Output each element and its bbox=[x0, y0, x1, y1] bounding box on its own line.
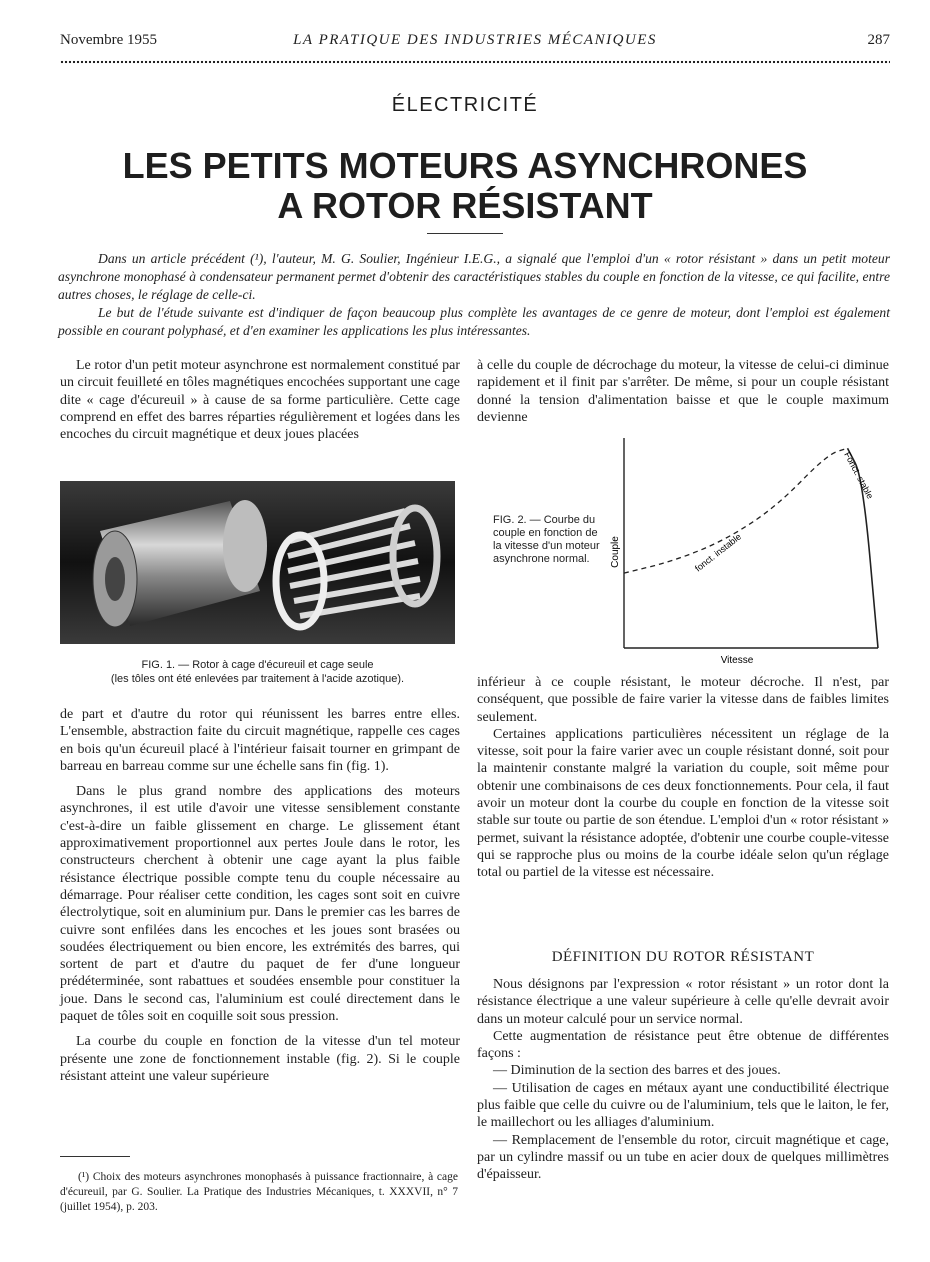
intro-abstract bbox=[58, 250, 890, 340]
article-title bbox=[0, 146, 930, 226]
y-axis-label: Couple bbox=[610, 536, 621, 568]
footnote-text: (¹) Choix des moteurs asynchrones monophasés à puissance fractionnaire, à cage d'écureuil, par G. Soulier. La Pratique des Industries Mécaniques, t. XXXVII, n° 7 (juillet 1954), p. 203. bbox=[60, 1171, 458, 1213]
x-axis-label: Vitesse bbox=[720, 655, 754, 666]
paragraph: Le rotor d'un petit moteur asynchrone est normalement constitué par un circuit feuilleté en tôles magnétiques encochées supportant une cage dite « cage d'écureuil » à cause de sa forme particulière. Cette cage comprend en effet des barres réparties régulièrement et logées dans les encoches du circuit magnétique et deux joues placées bbox=[60, 358, 461, 443]
paragraph: Dans le plus grand nombre des applications des moteurs asynchrones, il est utile d'avoir une vitesse sensiblement constante c'est-à-dire un faible glissement en charge. Le glissement étant approximativement proportionnel aux pertes Joule dans le rotor, les constructeurs cherchent à obtenir une cage ayant la plus faible résistance électrique possible compte tenu du couple nécessaire au démarrage. Pour réaliser cette condition, les cages sont soit en cuivre électrolytique, soit en aluminium pur. Dans le premier cas les barres de cuivre sont enfilées dans les encoches et les joues sont brasées ou soudées électriquement ou bien encore, les extrémités des barres, qui sortent de part et d'autre du paquet de fer d'une longueur prédéterminée, sont rabattues et soudées ensemble pour constituer la joue. Dans le second cas, l'aluminium est coulé directement dans le paquet de tôles soit en coquille soit sous pression. bbox=[60, 784, 460, 1025]
paragraph: à celle du couple de décrochage du moteur, la vitesse de celui-ci diminue rapidement et il finit par s'arrêter. De même, si pour un couple résistant donné la tension d'alimentation baisse et que le couple maximum devienne bbox=[477, 358, 889, 425]
paragraph: Certaines applications particulières nécessitent un réglage de la vitesse, soit pour la faire varier avec un couple résistant donné, soit pour la maintenir constante malgré la variation du couple, soit même pour obtenir une combinaisons de ces deux fonctionnements. Pour cela, il faut avoir un moteur dont la courbe du couple en fonction de la vitesse soit stable sur toute ou partie de son étendue. L'emploi d'un « rotor résistant » permet, suivant la résistance adoptée, d'obtenir une courbe couple-vitesse qui se rapproche plus ou moins de la courbe idéale selon qu'un réglage total ou partiel de la vitesse est nécessaire. bbox=[477, 726, 889, 881]
figure-1-caption-line1: FIG. 1. — Rotor à cage d'écureuil et cage seule bbox=[141, 659, 374, 671]
right-column-definition bbox=[477, 976, 889, 1184]
issue-date: Novembre 1955 bbox=[60, 32, 158, 48]
journal-title: LA PRATIQUE DES INDUSTRIES MÉCANIQUES bbox=[293, 32, 657, 48]
article-title-line2: A ROTOR RÉSISTANT bbox=[277, 185, 653, 226]
subheading: DÉFINITION DU ROTOR RÉSISTANT bbox=[551, 949, 815, 965]
article-title-line1: LES PETITS MOTEURS ASYNCHRONES bbox=[122, 145, 808, 186]
left-column-top bbox=[60, 357, 460, 443]
page-number: 287 bbox=[867, 32, 890, 48]
paragraph: inférieur à ce couple résistant, le moteur décroche. Il n'est, par conséquent, que possible de faire varier la vitesse dans de faibles limites seulement. bbox=[477, 675, 889, 725]
footnote-rule bbox=[60, 1156, 130, 1157]
figure-1-caption bbox=[60, 658, 455, 686]
figure-2-caption: FIG. 2. — Courbe du couple en fonction de la vitesse d'un moteur asynchrone normal. bbox=[493, 514, 600, 565]
list-item: — Diminution de la section des barres et des joues. bbox=[493, 1063, 781, 1079]
list-item: — Utilisation de cages en métaux ayant une conductibilité électrique plus faible que celle du cuivre ou de l'aluminium, tels que le laiton, le fer, le maillechort ou les alliages d'aluminium. bbox=[477, 1080, 889, 1131]
figure-2-chart bbox=[606, 432, 894, 668]
intro-paragraph-2: Le but de l'étude suivante est d'indiquer de façon beaucoup plus complète les avantages de ce genre de moteur, dont l'emploi est également possible en courant polyphasé, et d'en examiner les applications les plus intéressantes. bbox=[58, 305, 890, 338]
paragraph: La courbe du couple en fonction de la vitesse d'un tel moteur présente une zone de fonctionnement instable (fig. 2). Si le couple résistant atteint une valeur supérieure bbox=[60, 1034, 460, 1084]
right-column-top bbox=[477, 357, 889, 426]
annotation-stable: Fonct. stable bbox=[842, 450, 876, 501]
paragraph: de part et d'autre du rotor qui réunissent les barres entre elles. L'ensemble, abstraction faite du circuit magnétique, rappelle ces cages en bois qu'un écureuil placé à l'intérieur faisait tourner en grimpant de barreau en barreau comme sur une échelle sans fin (fig. 1). bbox=[60, 707, 460, 774]
paragraph: Nous désignons par l'expression « rotor résistant » un rotor dont la résistance électrique a une valeur supérieure à celle qu'elle devrait avoir dans un moteur calculé pour un service normal. bbox=[477, 977, 889, 1027]
right-column-body bbox=[477, 674, 889, 882]
footnote bbox=[60, 1170, 458, 1215]
figure-1-photo bbox=[60, 481, 455, 644]
title-rule bbox=[427, 233, 503, 234]
intro-paragraph-1: Dans un article précédent (¹), l'auteur, M. G. Soulier, Ingénieur I.E.G., a signalé que l'emploi d'un « rotor résistant » dans un petit moteur asynchrone monophasé à condensateur permanent permet d'obtenir des caractéristiques stables du couple en fonction de la vitesse, ce qui facilite, entre autres choses, le réglage de celle-ci. bbox=[58, 251, 890, 302]
running-header bbox=[60, 32, 890, 52]
paragraph: Cette augmentation de résistance peut être obtenue de différentes façons : bbox=[477, 1028, 889, 1062]
annotation-unstable: fonct. instable bbox=[693, 531, 744, 574]
left-column-body bbox=[60, 706, 460, 1085]
curve-unstable-dashed bbox=[624, 448, 848, 573]
header-dotted-rule bbox=[60, 60, 890, 64]
figure-1-caption-line2: (les tôles ont été enlevées par traitement à l'acide azotique). bbox=[110, 673, 405, 685]
list-item: — Remplacement de l'ensemble du rotor, circuit magnétique et cage, par un cylindre massif ou un tube en acier doux de quelques millimètres d'épaisseur. bbox=[477, 1132, 889, 1183]
section-heading: ÉLECTRICITÉ bbox=[391, 94, 539, 116]
